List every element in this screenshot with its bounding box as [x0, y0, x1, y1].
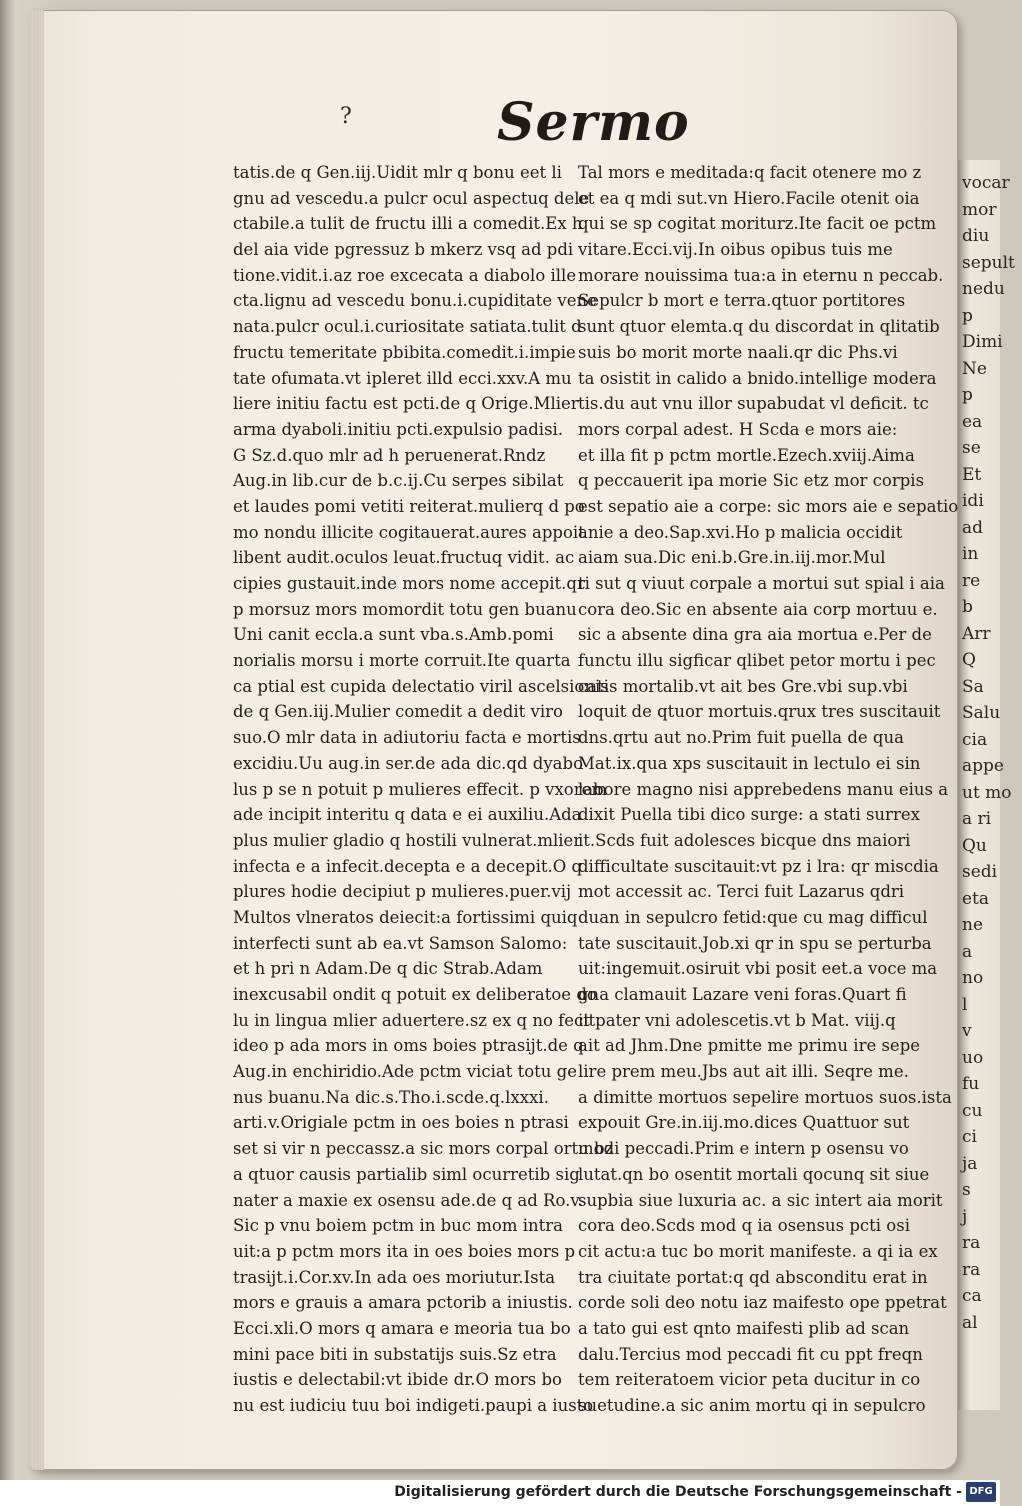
text-line: duan in sepulcro fetid:que cu mag difficul [578, 907, 928, 927]
text-line: gnu ad vescedu.a pulcr ocul aspectuq dele [233, 188, 590, 208]
text-line: del aia vide pgressuz b mkerz vsq ad pdi [233, 240, 574, 260]
text-line: a qtuor causis partialib siml ocurretib sig [233, 1164, 580, 1184]
text-line: corde soli deo notu iaz maifesto ope ppetrat [578, 1293, 947, 1313]
next-page-fragment: ca [962, 1286, 982, 1306]
text-line: cit actu:a tuc bo morit manifeste. a qi ia ex [578, 1241, 938, 1261]
text-line: mot accessit ac. Terci fuit Lazarus qdri [578, 882, 905, 902]
text-line: nater a maxie ex osensu ade.de q ad Ro.v. [233, 1190, 583, 1210]
next-page-fragment: Dimi [962, 332, 1003, 352]
page-mark: ? [340, 104, 352, 129]
text-line: aiam sua.Dic eni.b.Gre.in.iij.mor.Mul [578, 548, 886, 568]
text-line: functu illu sigficar qlibet petor mortu i pec [578, 651, 936, 671]
text-line: Sepulcr b mort e terra.qtuor portitores [578, 291, 906, 311]
text-line: morare nouissima tua:a in eternu n peccab. [578, 265, 944, 285]
text-line: cora deo.Scds mod q ia osensus pcti osi [578, 1216, 910, 1236]
page-edge [30, 10, 44, 1470]
text-line: lire prem meu.Jbs aut ait illi. Seqre me. [578, 1062, 909, 1082]
next-page-fragment: eta [962, 888, 990, 909]
text-line: et laudes pomi vetiti reiterat.mulierq d po [233, 496, 585, 516]
text-line: labore magno nisi apprebedens manu eius a [578, 779, 949, 799]
right-text-column [578, 160, 959, 1419]
text-line: lus p se n potuit p mulieres effecit. p vxorem [233, 779, 607, 799]
text-line: tis.du aut vnu illor supabudat vl deficit. tc [578, 394, 929, 414]
next-page-fragment: sepult [962, 252, 1015, 273]
text-line: modi peccadi.Prim e intern p osensu vo [578, 1139, 909, 1159]
next-page-fragment: cu [962, 1100, 983, 1121]
text-line: a dimitte mortuos sepelire mortuos suos.ista [578, 1087, 952, 1107]
text-line: tate ofumata.vt ipleret illd ecci.xxv.A mu [233, 368, 572, 388]
text-line: Uni canit eccla.a sunt vba.s.Amb.pomi [233, 625, 554, 645]
next-page-fragment: sedi [962, 862, 998, 882]
text-line: et h pri n Adam.De q dic Strab.Adam [233, 959, 543, 979]
text-line: cora deo.Sic en absente aia corp mortuu e. [578, 599, 938, 619]
text-line: iustis e delectabil:vt ibide dr.O mors bo [233, 1370, 562, 1390]
text-line: it.Scds fuit adolesces bicque dns maiori [578, 830, 911, 850]
text-line: gna clamauit Lazare veni foras.Quart fi [578, 985, 907, 1004]
text-line: lu in lingua mlier aduertere.sz ex q no fecit. [233, 1010, 601, 1030]
text-line: ta osistit in calido a bnido.intellige modera [578, 368, 937, 388]
next-page-fragment: idi [962, 491, 984, 511]
text-line: mors corpal adest. H Scda e mors aie: [578, 419, 898, 439]
next-page-fragment: l [962, 994, 968, 1015]
text-line: norialis morsu i morte corruit.Ite quarta [233, 651, 571, 671]
text-line: q peccauerit ipa morie Sic etz mor corpis [578, 471, 925, 491]
text-line: G Sz.d.quo mlr ad h peruenerat.Rndz [233, 445, 546, 465]
next-page-fragment: ea [962, 411, 983, 432]
next-page-fragment: b [962, 597, 973, 617]
text-line: Aug.in lib.cur de b.c.ij.Cu serpes sibilat [233, 471, 564, 491]
next-page-fragment: Arr [962, 623, 991, 644]
text-line: tate suscitauit.Job.xi qr in spu se perturba [578, 933, 932, 953]
next-page-fragment: uo [962, 1047, 984, 1068]
text-line: Aug.in enchiridio.Ade pctm viciat totu ge [233, 1062, 577, 1082]
next-page-fragment: Salu [962, 703, 1001, 723]
text-line: dalu.Tercius mod peccadi fit cu ppt freqn [578, 1344, 923, 1364]
text-line: suo.O mlr data in adiutoriu facta e mortis [233, 728, 581, 748]
next-page-fragment: fu [962, 1074, 980, 1094]
next-page-fragment: no [962, 968, 984, 988]
text-line: inexcusabil ondit q potuit ex deliberatoe do [233, 985, 597, 1004]
text-line: dns.qrtu aut no.Prim fuit puella de qua [578, 728, 904, 748]
text-line: mors e grauis a amara pctorib a iniustis. [233, 1293, 573, 1313]
text-line: Multos vlneratos deiecit:a fortissimi quiq [233, 907, 578, 927]
text-line: nu est iudiciu tuu boi indigeti.paupi a iusto [233, 1396, 594, 1415]
next-page-fragment: p [962, 385, 973, 405]
text-line: trasijt.i.Cor.xv.In ada oes moriutur.Ista [233, 1267, 556, 1287]
next-page-fragment: ne [962, 915, 984, 935]
next-page-fragment: s [962, 1180, 971, 1200]
text-line: set si vir n peccassz.a sic mors corpal ortu bz [233, 1139, 614, 1159]
next-page-fragment: ad [962, 517, 984, 538]
text-line: et illa fit p pctm mortle.Ezech.xviij.Aima [578, 445, 915, 465]
next-page-fragment: se [962, 438, 981, 458]
text-line: ideo p ada mors in oms boies ptrasijt.de q [233, 1036, 584, 1056]
text-line: p morsuz mors momordit totu gen buanu [233, 599, 577, 619]
next-page-fragment: diu [962, 226, 990, 246]
next-page-fragment: in [962, 544, 979, 564]
next-page-fragment: Ne [962, 358, 987, 379]
next-page-edge [958, 160, 1015, 1410]
next-page-fragment: Sa [962, 676, 984, 697]
text-line: loquit de qtuor mortuis.qrux tres suscitauit [578, 702, 941, 722]
text-line: expouit Gre.in.iij.mo.dices Quattuor sut [578, 1113, 910, 1133]
text-line: fructu temeritate pbibita.comedit.i.impie [233, 342, 576, 362]
text-line: Ecci.xli.O mors q amara e meoria tua bo [233, 1318, 571, 1338]
text-line: tem reiteratoem vicior peta ducitur in co [578, 1370, 921, 1390]
next-page-fragment: nedu [962, 279, 1005, 299]
text-line: a tato gui est qnto maifesti plib ad scan [578, 1318, 910, 1338]
text-line: difficultate suscitauit:vt pz i lra: qr miscdia [578, 856, 939, 876]
text-line: Mat.ix.qua xps suscitauit in lectulo ei sin [578, 753, 921, 773]
text-line: nus buanu.Na dic.s.Tho.i.scde.q.lxxxi. [233, 1087, 549, 1107]
next-page-fragment: ra [962, 1259, 981, 1280]
text-line: mo nondu illicite cogitauerat.aures appoit [233, 522, 585, 542]
text-line: nata.pulcr ocul.i.curiositate satiata.tulit d [233, 317, 582, 337]
text-line: infecta e a infecit.decepta e a decepit.O q [233, 856, 583, 876]
text-line: tra ciuitate portat:q qd absconditu erat in [578, 1267, 928, 1287]
text-line: tatis.de q Gen.iij.Uidit mlr q bonu eet li [233, 163, 562, 182]
text-line: excidiu.Uu aug.in ser.de ada dic.qd dyabo [233, 753, 584, 773]
text-line: uit:ingemuit.osiruit vbi posit eet.a voce ma [578, 959, 938, 979]
next-page-fragment: Et [962, 464, 982, 485]
text-line: cipies gustauit.inde mors nome accepit.qr [233, 574, 585, 593]
next-page-fragment: Qu [962, 835, 987, 856]
next-page-fragment: appe [962, 756, 1004, 776]
text-line: liere initiu factu est pcti.de q Orige.Mlier [233, 394, 579, 414]
text-line: est sepatio aie a corpe: sic mors aie e sepatio [578, 496, 959, 516]
text-line: suetudine.a sic anim mortu qi in sepulcro [578, 1396, 926, 1415]
next-page-fragment: al [962, 1312, 978, 1333]
next-page-fragment: mor [962, 199, 997, 220]
text-line: suis bo morit morte naali.qr dic Phs.vi [578, 342, 898, 362]
next-page-fragment: j [962, 1206, 968, 1227]
next-page-fragment: Q [962, 650, 976, 670]
left-text-column [233, 160, 614, 1419]
next-page-fragment: vocar [962, 173, 1010, 193]
text-line: ctabile.a tulit de fructu illi a comedit.Ex h [233, 214, 583, 234]
running-title: Sermo [497, 92, 690, 153]
text-line: ait ad Jhm.Dne pmitte me primu ire sepe [578, 1036, 921, 1056]
text-line: anie a deo.Sap.xvi.Ho p malicia occidit [578, 522, 903, 542]
next-page-fragment: ut mo [962, 782, 1012, 803]
next-page-fragment: cia [962, 729, 988, 750]
text-line: sunt qtuor elemta.q du discordat in qlitatib [578, 317, 940, 337]
next-page-fragment: a ri [962, 809, 992, 829]
text-line: vitare.Ecci.vij.In oibus opibus tuis me [578, 240, 893, 260]
text-line: et ea q mdi sut.vn Hiero.Facile otenit oia [578, 188, 920, 208]
text-line: arti.v.Origiale pctm in oes boies n ptrasi [233, 1113, 569, 1133]
next-page-fragment: re [962, 570, 981, 591]
next-page-fragment: a [962, 941, 973, 962]
text-line: arma dyaboli.initiu pcti.expulsio padisi. [233, 419, 564, 439]
text-line: mini pace biti in substatijs suis.Sz etra [233, 1344, 557, 1364]
text-line: plus mulier gladio q hostili vulnerat.mlier [233, 830, 582, 850]
text-line: Sic p vnu boiem pctm in buc mom intra [233, 1216, 563, 1236]
text-line: dixit Puella tibi dico surge: a stati surrex [578, 805, 920, 825]
text-line: ade incipit interitu q data e ei auxiliu.Ada [233, 805, 582, 825]
text-line: Tal mors e meditada:q facit otenere mo z [578, 163, 922, 182]
text-line: uit:a p pctm mors ita in oes boies mors p [233, 1241, 576, 1261]
next-page-fragment: ra [962, 1233, 981, 1253]
text-line: ca ptial est cupida delectatio viril ascelsionis [233, 676, 609, 696]
next-page-fragment: v [962, 1021, 972, 1041]
text-line: interfecti sunt ab ea.vt Samson Salomo: [233, 933, 568, 953]
text-line: tione.vidit.i.az roe excecata a diabolo ille [233, 265, 577, 285]
text-line: supbia siue luxuria ac. a sic intert aia morit [578, 1190, 943, 1210]
next-page-fragment: ci [962, 1127, 977, 1147]
text-line: ti sut q viuut corpale a mortui sut spial i aia [578, 574, 945, 593]
next-page-fragment: p [962, 305, 973, 326]
text-line: qui se sp cogitat moriturz.Ite facit oe pctm [578, 214, 937, 234]
text-line: cta.lignu ad vescedu bonu.i.cupiditate vene [233, 291, 597, 311]
digitization-credit: Digitalisierung gefördert durch die Deutsche Forschungsgemeinschaft - [394, 1484, 962, 1500]
text-line: de q Gen.iij.Mulier comedit a dedit viro [233, 702, 563, 722]
text-line: plures hodie decipiut p mulieres.puer.vij [233, 882, 572, 902]
text-line: catis mortalib.vt ait bes Gre.vbi sup.vbi [578, 676, 908, 696]
dfg-logo: DFG [966, 1482, 996, 1502]
text-line: libent audit.oculos leuat.fructuq vidit. ac [233, 548, 575, 568]
next-page-text [962, 170, 1022, 1336]
text-line: sic a absente dina gra aia mortua e.Per de [578, 625, 932, 645]
text-line: lutat.qn bo osentit mortali qocunq sit siue [578, 1164, 930, 1184]
next-page-fragment: ja [962, 1153, 978, 1174]
text-line: it pater vni adolescetis.vt b Mat. viij.q [578, 1010, 896, 1030]
